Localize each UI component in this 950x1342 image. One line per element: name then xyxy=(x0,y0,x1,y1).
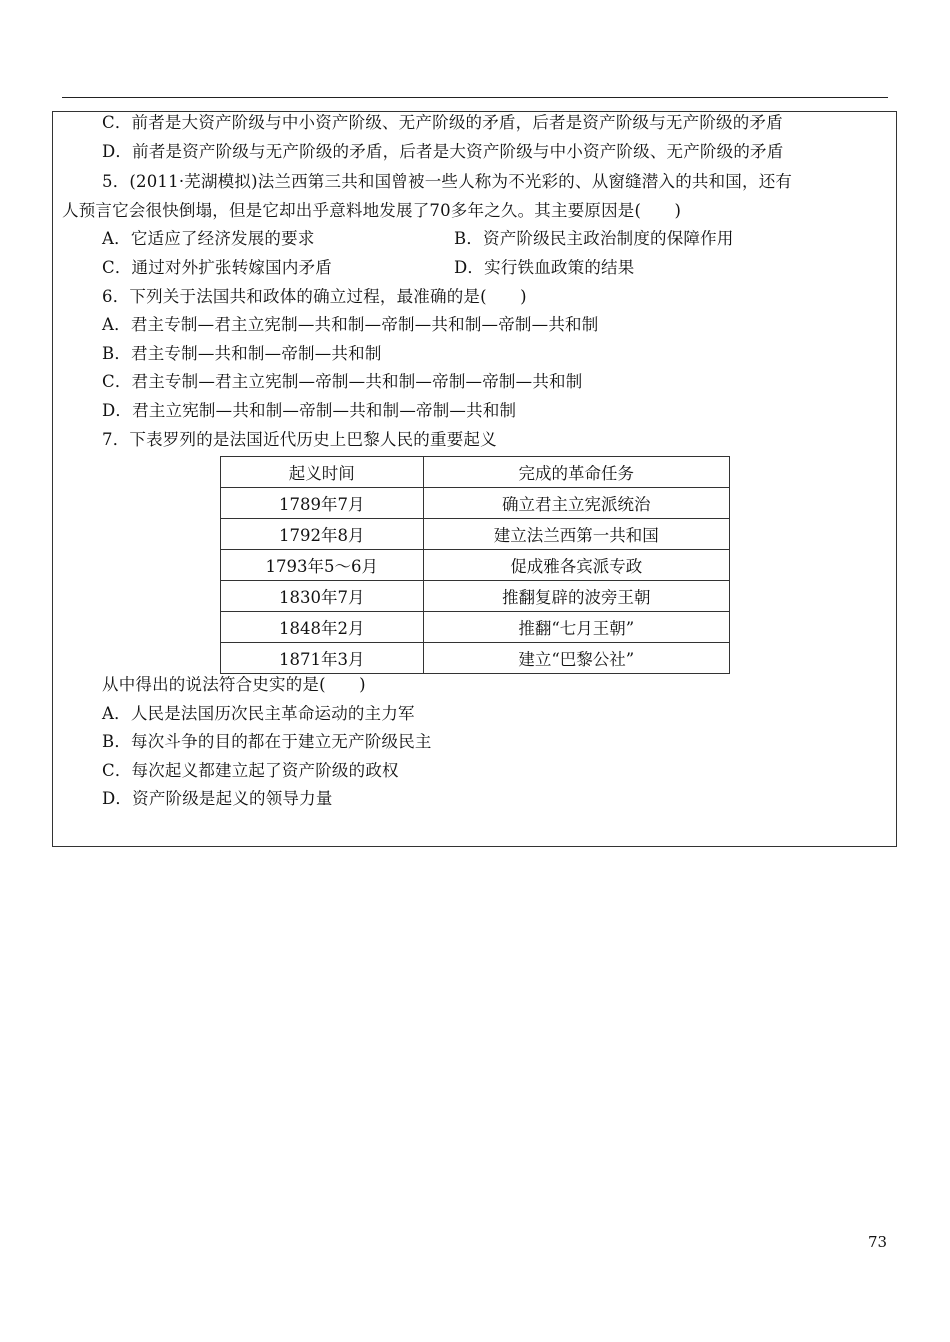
table-cell-time: 1789年7月 xyxy=(221,488,424,519)
table-cell-task: 促成雅各宾派专政 xyxy=(423,550,729,581)
q5-option-a: A．它适应了经济发展的要求 xyxy=(102,229,315,248)
q6-option-b: B．君主专制—共和制—帝制—共和制 xyxy=(102,344,382,363)
q4-option-c: C．前者是大资产阶级与中小资产阶级、无产阶级的矛盾，后者是资产阶级与无产阶级的矛盾 xyxy=(102,113,783,132)
table-cell-time: 1792年8月 xyxy=(221,519,424,550)
table-cell-task: 推翻复辟的波旁王朝 xyxy=(423,581,729,612)
q6-option-c: C．君主专制—君主立宪制—帝制—共和制—帝制—帝制—共和制 xyxy=(102,372,583,391)
table-cell-task: 建立“巴黎公社” xyxy=(423,643,729,674)
uprisings-table xyxy=(220,456,730,674)
q7-option-d: D．资产阶级是起义的领导力量 xyxy=(102,789,333,808)
table-cell-time: 1793年5～6月 xyxy=(221,550,424,581)
q7-option-c: C．每次起义都建立起了资产阶级的政权 xyxy=(102,761,399,780)
table-cell-time: 1830年7月 xyxy=(221,581,424,612)
table-cell-time: 1871年3月 xyxy=(221,643,424,674)
table-row xyxy=(221,519,730,550)
q5-stem-line2: 人预言它会很快倒塌，但是它却出乎意料地发展了70多年之久。其主要原因是( ) xyxy=(62,201,682,220)
page-number: 73 xyxy=(868,1233,888,1251)
table-row xyxy=(221,550,730,581)
q5-option-b: B．资产阶级民主政治制度的保障作用 xyxy=(454,229,734,248)
q7-option-a: A．人民是法国历次民主革命运动的主力军 xyxy=(102,704,415,723)
header-rule xyxy=(62,97,888,98)
table-row xyxy=(221,643,730,674)
q5-option-d: D．实行铁血政策的结果 xyxy=(454,258,635,277)
q4-option-d: D．前者是资产阶级与无产阶级的矛盾，后者是大资产阶级与中小资产阶级、无产阶级的矛盾 xyxy=(102,142,784,161)
table-header-time: 起义时间 xyxy=(221,457,424,488)
table-cell-time: 1848年2月 xyxy=(221,612,424,643)
table-row xyxy=(221,488,730,519)
table-cell-task: 建立法兰西第一共和国 xyxy=(423,519,729,550)
q7-option-b: B．每次斗争的目的都在于建立无产阶级民主 xyxy=(102,732,432,751)
table-header-row xyxy=(221,457,730,488)
table-header-task: 完成的革命任务 xyxy=(423,457,729,488)
table-cell-task: 推翻“七月王朝” xyxy=(423,612,729,643)
table-row xyxy=(221,612,730,643)
q5-option-c: C．通过对外扩张转嫁国内矛盾 xyxy=(102,258,332,277)
q6-option-d: D．君主立宪制—共和制—帝制—共和制—帝制—共和制 xyxy=(102,401,517,420)
q6-stem: 6．下列关于法国共和政体的确立过程，最准确的是( ) xyxy=(102,287,527,306)
q7-question: 从中得出的说法符合史实的是( ) xyxy=(102,675,366,694)
q6-option-a: A．君主专制—君主立宪制—共和制—帝制—共和制—帝制—共和制 xyxy=(102,315,599,334)
table-cell-task: 确立君主立宪派统治 xyxy=(423,488,729,519)
q7-stem: 7．下表罗列的是法国近代历史上巴黎人民的重要起义 xyxy=(102,430,497,449)
q5-stem-line1: 5．(2011·芜湖模拟)法兰西第三共和国曾被一些人称为不光彩的、从窗缝潜入的共和国，还有 xyxy=(102,172,793,191)
table-row xyxy=(221,581,730,612)
